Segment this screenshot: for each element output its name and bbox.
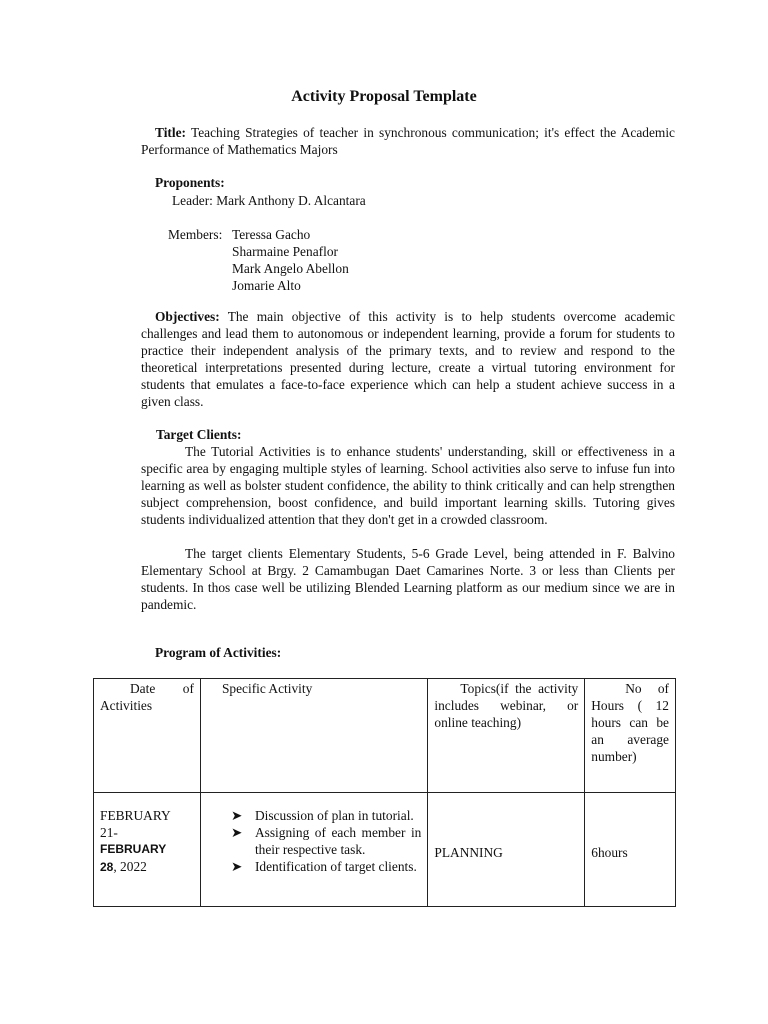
activity-list: [231, 807, 421, 875]
header-activity: Specific Activity: [200, 679, 427, 793]
title-paragraph: [141, 124, 675, 158]
date-line: FEBRUARY: [100, 808, 171, 823]
table-row: [94, 793, 676, 907]
header-hours: No of Hours ( 12 hours can be an average number): [585, 679, 676, 793]
arrow-bullet-icon: ➤: [230, 808, 243, 823]
date-line-end: 28, 2022: [100, 859, 147, 874]
members-list: [232, 226, 349, 294]
program-heading: Program of Activities:: [155, 645, 282, 660]
objectives-paragraph: [141, 308, 675, 410]
title-text: Teaching Strategies of teacher in synchronous communication; it's effect the Academic Performance of Mathematics Majors: [141, 125, 675, 157]
objectives-text: The main objective of this activity is to help students overcome academic challenges and lead them to autonomous or independent learning, provide a forum for students to practice their independent analysis of the primary texts, and to review and respond to the theoretical interpretations presented during lecture, create a virtual tutoring environment for students that emulates a face-to-face experience which can help a student achieve success in a given class.: [141, 309, 676, 409]
objectives-label: Objectives:: [155, 309, 220, 324]
list-item: ➤ Discussion of plan in tutorial.: [230, 808, 414, 823]
date-line: 21-: [100, 825, 118, 840]
leader-name: Mark Anthony D. Alcantara: [216, 193, 366, 208]
members-label: Members:: [168, 227, 223, 242]
member-name: Teressa Gacho: [232, 227, 311, 242]
table-header-row: [94, 679, 676, 793]
row-topic: PLANNING: [428, 793, 585, 907]
member-name: Jomarie Alto: [232, 278, 301, 293]
leader-label: Leader:: [172, 193, 213, 208]
arrow-bullet-icon: ➤: [230, 859, 243, 874]
document-title: Activity Proposal Template: [291, 88, 477, 105]
target-clients-paragraph-2: The target clients Elementary Students, 5-6 Grade Level, being attended in F. Balvino Elementary School at Brgy. 2 Camambugan Daet Camarines Norte. 3 or less than Clients per students. In thos case well be utilizing Blended Learning platform as our medium since we are in pandemic.: [141, 546, 675, 612]
date-line: FEBRUARY: [100, 842, 167, 856]
header-topics: Topics(if the activity includes webinar, or online teaching): [428, 679, 585, 793]
title-label: Title:: [155, 125, 186, 140]
arrow-bullet-icon: ➤: [230, 825, 243, 840]
list-item: ➤ Identification of target clients.: [230, 859, 417, 874]
leader-line: [172, 192, 572, 209]
program-table: [93, 678, 676, 907]
proponents-heading: Proponents:: [155, 175, 225, 190]
row-activities: [200, 793, 427, 907]
member-name: Mark Angelo Abellon: [232, 261, 349, 276]
row-date: [94, 793, 201, 907]
member-name: Sharmaine Penaflor: [232, 244, 338, 259]
list-item: ➤ Assigning of each member in their respective task.: [230, 825, 422, 857]
header-date: Date of Activities: [94, 679, 201, 793]
target-clients-paragraph-1: The Tutorial Activities is to enhance students' understanding, skill or effectiveness in a specific area by engaging multiple styles of learning. School activities also serve to infuse fun into learning as well as bolster student confidence, the ability to think critically and can help strengthen subject comprehension, boost confidence, and build important learning skills. Tutoring gives students individualized attention that they don't get in a crowded classroom.: [141, 444, 675, 527]
row-hours: 6hours: [585, 793, 676, 907]
target-clients-heading: Target Clients:: [156, 427, 242, 442]
